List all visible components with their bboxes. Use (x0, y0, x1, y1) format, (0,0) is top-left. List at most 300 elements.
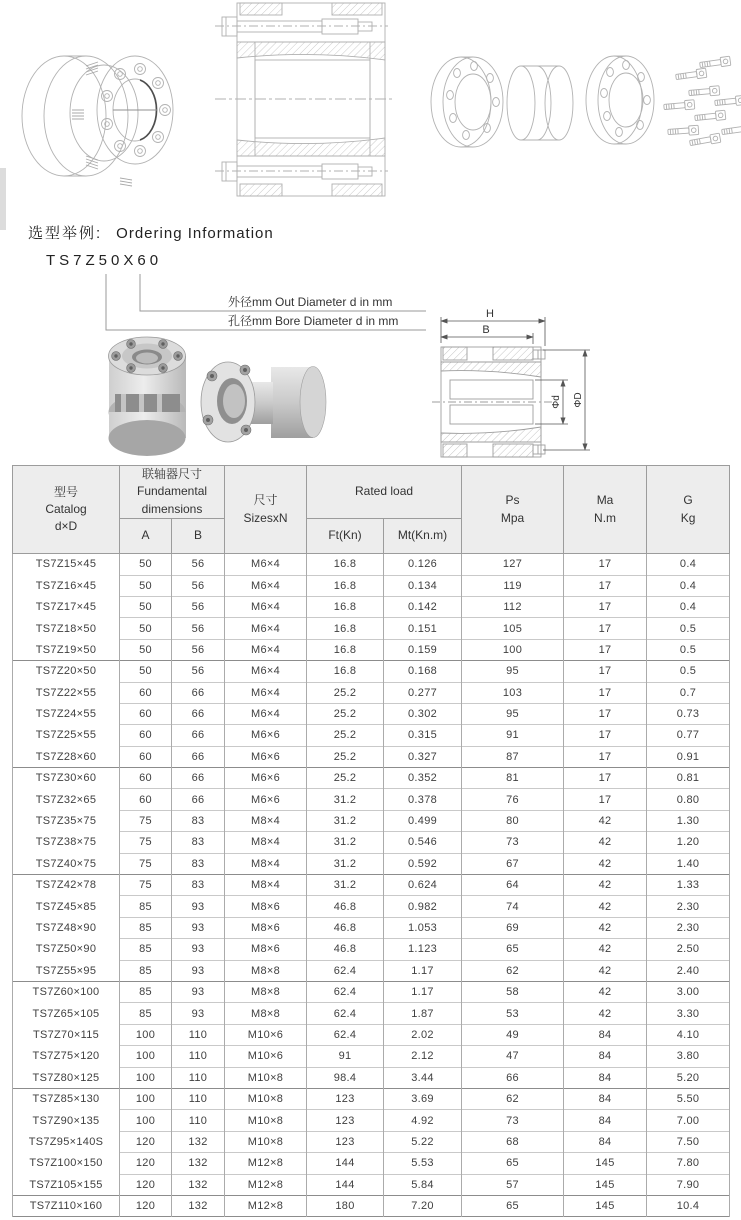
value-cell: 42 (564, 810, 647, 831)
dim-label-phi-d: Φd (551, 395, 562, 409)
catalog-cell: TS7Z40×75 (13, 853, 120, 874)
value-cell: 42 (564, 853, 647, 874)
value-cell: 84 (564, 1046, 647, 1067)
header-ps-line2: Mpa (500, 510, 525, 525)
value-cell: 83 (172, 832, 225, 853)
value-cell: M10×6 (225, 1024, 307, 1045)
value-cell: 66 (172, 682, 225, 703)
value-cell: 7.20 (384, 1195, 462, 1216)
value-cell: 84 (564, 1024, 647, 1045)
value-cell: 42 (564, 1003, 647, 1024)
value-cell: 62.4 (307, 1024, 384, 1045)
value-cell: 3.00 (647, 981, 730, 1002)
catalog-cell: TS7Z60×100 (13, 981, 120, 1002)
value-cell: M6×6 (225, 725, 307, 746)
catalog-cell: TS7Z85×130 (13, 1088, 120, 1109)
drawing-assembled-iso (22, 56, 173, 186)
value-cell: 144 (307, 1174, 384, 1195)
value-cell: 1.17 (384, 981, 462, 1002)
ordering-example-code: TS7Z50X60 (46, 252, 163, 269)
value-cell: 60 (120, 789, 172, 810)
catalog-cell: TS7Z90×135 (13, 1110, 120, 1131)
table-row (13, 1003, 730, 1024)
value-cell: 1.30 (647, 810, 730, 831)
value-cell: 42 (564, 917, 647, 938)
dim-label-phi-D: ΦD (573, 392, 584, 408)
value-cell: M10×8 (225, 1131, 307, 1152)
value-cell: 0.378 (384, 789, 462, 810)
table-row (13, 1131, 730, 1152)
table-row (13, 789, 730, 810)
value-cell: 110 (172, 1046, 225, 1067)
value-cell: 123 (307, 1110, 384, 1131)
value-cell: 42 (564, 960, 647, 981)
value-cell: 25.2 (307, 725, 384, 746)
value-cell: M6×6 (225, 789, 307, 810)
value-cell: 2.50 (647, 939, 730, 960)
value-cell: 85 (120, 960, 172, 981)
value-cell: 46.8 (307, 939, 384, 960)
value-cell: 100 (120, 1088, 172, 1109)
value-cell: 17 (564, 575, 647, 596)
technical-drawings (0, 0, 741, 215)
value-cell: 2.30 (647, 917, 730, 938)
table-row (13, 1024, 730, 1045)
value-cell: 16.8 (307, 554, 384, 575)
photo-coupling-vertical (109, 337, 187, 456)
value-cell: 75 (120, 875, 172, 896)
value-cell: 17 (564, 789, 647, 810)
ordering-title-zh: 选型举例: (28, 225, 103, 242)
value-cell: M8×4 (225, 832, 307, 853)
value-cell: 2.30 (647, 896, 730, 917)
value-cell: 0.982 (384, 896, 462, 917)
value-cell: 127 (462, 554, 564, 575)
header-catalog (13, 466, 120, 554)
value-cell: 64 (462, 875, 564, 896)
catalog-cell: TS7Z48×90 (13, 917, 120, 938)
table-row (13, 554, 730, 575)
header-catalog-zh: 型号 (53, 484, 78, 499)
table-row (13, 575, 730, 596)
value-cell: 0.4 (647, 596, 730, 617)
value-cell: 17 (564, 682, 647, 703)
catalog-cell: TS7Z65×105 (13, 1003, 120, 1024)
value-cell: 0.624 (384, 875, 462, 896)
value-cell: 91 (307, 1046, 384, 1067)
value-cell: 0.77 (647, 725, 730, 746)
value-cell: 0.159 (384, 639, 462, 660)
value-cell: 1.053 (384, 917, 462, 938)
value-cell: 17 (564, 746, 647, 767)
value-cell: 132 (172, 1174, 225, 1195)
table-row (13, 875, 730, 896)
value-cell: 100 (120, 1024, 172, 1045)
value-cell: 0.546 (384, 832, 462, 853)
value-cell: 85 (120, 1003, 172, 1024)
catalog-cell: TS7Z22×55 (13, 682, 120, 703)
value-cell: 60 (120, 746, 172, 767)
value-cell: 4.10 (647, 1024, 730, 1045)
value-cell: 50 (120, 661, 172, 682)
dimension-diagram (430, 298, 630, 463)
value-cell: 1.17 (384, 960, 462, 981)
catalog-cell: TS7Z15×45 (13, 554, 120, 575)
value-cell: 17 (564, 596, 647, 617)
value-cell: 3.44 (384, 1067, 462, 1088)
catalog-cell: TS7Z95×140S (13, 1131, 120, 1152)
value-cell: 119 (462, 575, 564, 596)
value-cell: 0.4 (647, 575, 730, 596)
catalog-cell: TS7Z19×50 (13, 639, 120, 660)
value-cell: 56 (172, 596, 225, 617)
value-cell: 2.02 (384, 1024, 462, 1045)
table-row (13, 596, 730, 617)
ordering-title-en: Ordering Information (116, 225, 274, 242)
header-g (647, 466, 730, 554)
value-cell: 91 (462, 725, 564, 746)
value-cell: 60 (120, 703, 172, 724)
header-col-a: A (120, 519, 172, 554)
value-cell: 105 (462, 618, 564, 639)
value-cell: 1.123 (384, 939, 462, 960)
value-cell: M8×8 (225, 981, 307, 1002)
value-cell: 145 (564, 1174, 647, 1195)
photo-coupling-horizontal (201, 362, 326, 442)
specification-table (12, 465, 730, 1217)
value-cell: M6×4 (225, 639, 307, 660)
value-cell: 95 (462, 661, 564, 682)
catalog-cell: TS7Z32×65 (13, 789, 120, 810)
value-cell: 65 (462, 939, 564, 960)
value-cell: 180 (307, 1195, 384, 1216)
value-cell: 93 (172, 981, 225, 1002)
value-cell: 50 (120, 639, 172, 660)
value-cell: 73 (462, 832, 564, 853)
value-cell: 0.5 (647, 639, 730, 660)
header-catalog-sub: d×D (54, 519, 78, 534)
value-cell: 81 (462, 768, 564, 789)
catalog-cell: TS7Z50×90 (13, 939, 120, 960)
value-cell: 0.142 (384, 596, 462, 617)
value-cell: 132 (172, 1195, 225, 1216)
value-cell: 110 (172, 1067, 225, 1088)
value-cell: M12×8 (225, 1174, 307, 1195)
value-cell: 42 (564, 981, 647, 1002)
value-cell: M6×6 (225, 768, 307, 789)
drawing-cross-section (215, 3, 395, 196)
value-cell: 17 (564, 639, 647, 660)
value-cell: M10×8 (225, 1088, 307, 1109)
value-cell: 5.84 (384, 1174, 462, 1195)
value-cell: 50 (120, 575, 172, 596)
value-cell: 0.327 (384, 746, 462, 767)
value-cell: M8×6 (225, 939, 307, 960)
value-cell: 5.20 (647, 1067, 730, 1088)
catalog-cell: TS7Z30×60 (13, 768, 120, 789)
value-cell: 7.80 (647, 1153, 730, 1174)
header-ft: Ft(Kn) (307, 519, 384, 554)
value-cell: 2.40 (647, 960, 730, 981)
value-cell: 25.2 (307, 703, 384, 724)
value-cell: 17 (564, 554, 647, 575)
callout-out-en: Out Diameter d in mm (275, 295, 393, 309)
header-sizes-en: SizesxN (243, 510, 288, 525)
value-cell: 42 (564, 896, 647, 917)
value-cell: 16.8 (307, 661, 384, 682)
value-cell: 25.2 (307, 768, 384, 789)
value-cell: 74 (462, 896, 564, 917)
value-cell: 132 (172, 1131, 225, 1152)
value-cell: 76 (462, 789, 564, 810)
value-cell: 100 (120, 1046, 172, 1067)
value-cell: 93 (172, 960, 225, 981)
value-cell: 98.4 (307, 1067, 384, 1088)
value-cell: 62.4 (307, 960, 384, 981)
value-cell: 2.12 (384, 1046, 462, 1067)
header-ma-line1: Ma (596, 493, 614, 508)
value-cell: 87 (462, 746, 564, 767)
value-cell: 7.50 (647, 1131, 730, 1152)
value-cell: 75 (120, 810, 172, 831)
value-cell: 145 (564, 1153, 647, 1174)
table-row (13, 1067, 730, 1088)
value-cell: 58 (462, 981, 564, 1002)
callout-bore-en: Bore Diameter d in mm (275, 314, 399, 328)
value-cell: 85 (120, 896, 172, 917)
value-cell: 103 (462, 682, 564, 703)
value-cell: 42 (564, 875, 647, 896)
value-cell: M10×8 (225, 1067, 307, 1088)
value-cell: 93 (172, 917, 225, 938)
table-row (13, 810, 730, 831)
value-cell: 120 (120, 1153, 172, 1174)
catalog-cell: TS7Z100×150 (13, 1153, 120, 1174)
value-cell: 42 (564, 939, 647, 960)
header-ma-line2: N.m (594, 510, 617, 525)
value-cell: M10×8 (225, 1110, 307, 1131)
value-cell: 5.50 (647, 1088, 730, 1109)
value-cell: 7.90 (647, 1174, 730, 1195)
header-mt: Mt(Kn.m) (384, 519, 462, 554)
value-cell: M6×4 (225, 554, 307, 575)
value-cell: 66 (172, 746, 225, 767)
value-cell: 62.4 (307, 981, 384, 1002)
table-row (13, 960, 730, 981)
value-cell: 132 (172, 1153, 225, 1174)
value-cell: 0.499 (384, 810, 462, 831)
value-cell: 66 (172, 703, 225, 724)
value-cell: 84 (564, 1110, 647, 1131)
value-cell: 31.2 (307, 875, 384, 896)
catalog-cell: TS7Z55×95 (13, 960, 120, 981)
value-cell: M6×4 (225, 596, 307, 617)
drawing-exploded-view (431, 56, 741, 148)
table-row (13, 682, 730, 703)
table-row (13, 639, 730, 660)
value-cell: 0.277 (384, 682, 462, 703)
header-g-line2: Kg (680, 510, 696, 525)
table-row (13, 939, 730, 960)
value-cell: 66 (172, 725, 225, 746)
value-cell: 17 (564, 768, 647, 789)
catalog-cell: TS7Z42×78 (13, 875, 120, 896)
callout-bore-zh: 孔径mm (228, 314, 272, 328)
value-cell: 67 (462, 853, 564, 874)
value-cell: 69 (462, 917, 564, 938)
header-ps-line1: Ps (505, 493, 520, 508)
value-cell: 75 (120, 832, 172, 853)
value-cell: 66 (172, 768, 225, 789)
value-cell: 0.302 (384, 703, 462, 724)
value-cell: M12×8 (225, 1195, 307, 1216)
value-cell: 62.4 (307, 1003, 384, 1024)
value-cell: 5.53 (384, 1153, 462, 1174)
value-cell: 62 (462, 1088, 564, 1109)
catalog-cell: TS7Z20×50 (13, 661, 120, 682)
catalog-cell: TS7Z45×85 (13, 896, 120, 917)
value-cell: 56 (172, 554, 225, 575)
value-cell: 110 (172, 1088, 225, 1109)
value-cell: 16.8 (307, 639, 384, 660)
table-row (13, 703, 730, 724)
value-cell: 85 (120, 917, 172, 938)
value-cell: 53 (462, 1003, 564, 1024)
value-cell: 93 (172, 896, 225, 917)
value-cell: 83 (172, 875, 225, 896)
value-cell: 16.8 (307, 618, 384, 639)
table-row (13, 1088, 730, 1109)
value-cell: 0.81 (647, 768, 730, 789)
table-row (13, 1195, 730, 1216)
value-cell: 31.2 (307, 789, 384, 810)
value-cell: 46.8 (307, 896, 384, 917)
value-cell: 17 (564, 703, 647, 724)
table-row (13, 896, 730, 917)
value-cell: 60 (120, 725, 172, 746)
table-row (13, 725, 730, 746)
value-cell: 120 (120, 1195, 172, 1216)
table-row (13, 1046, 730, 1067)
table-row (13, 853, 730, 874)
table-row (13, 618, 730, 639)
value-cell: 17 (564, 661, 647, 682)
catalog-cell: TS7Z105×155 (13, 1174, 120, 1195)
value-cell: M6×4 (225, 575, 307, 596)
header-ps (462, 466, 564, 554)
value-cell: 144 (307, 1153, 384, 1174)
value-cell: M8×6 (225, 896, 307, 917)
value-cell: 0.4 (647, 554, 730, 575)
value-cell: 85 (120, 939, 172, 960)
value-cell: M6×4 (225, 703, 307, 724)
value-cell: 0.91 (647, 746, 730, 767)
catalog-cell: TS7Z24×55 (13, 703, 120, 724)
table-row (13, 1110, 730, 1131)
header-rated-load: Rated load (307, 466, 462, 519)
value-cell: 42 (564, 832, 647, 853)
value-cell: 31.2 (307, 810, 384, 831)
table-row (13, 1153, 730, 1174)
table-row (13, 746, 730, 767)
value-cell: 0.168 (384, 661, 462, 682)
value-cell: M8×4 (225, 875, 307, 896)
catalog-cell: TS7Z17×45 (13, 596, 120, 617)
value-cell: 0.151 (384, 618, 462, 639)
value-cell: 84 (564, 1088, 647, 1109)
value-cell: 84 (564, 1131, 647, 1152)
header-fundamental-zh: 联轴器尺寸 (142, 467, 203, 481)
value-cell: 4.92 (384, 1110, 462, 1131)
value-cell: 120 (120, 1174, 172, 1195)
value-cell: M6×4 (225, 661, 307, 682)
value-cell: 93 (172, 939, 225, 960)
catalog-cell: TS7Z18×50 (13, 618, 120, 639)
header-sizes (225, 466, 307, 554)
value-cell: 25.2 (307, 746, 384, 767)
value-cell: 56 (172, 639, 225, 660)
value-cell: 100 (120, 1110, 172, 1131)
value-cell: 80 (462, 810, 564, 831)
value-cell: 0.315 (384, 725, 462, 746)
value-cell: M8×8 (225, 960, 307, 981)
value-cell: 112 (462, 596, 564, 617)
value-cell: 110 (172, 1110, 225, 1131)
header-fundamental-en2: dimensions (141, 501, 203, 516)
value-cell: 16.8 (307, 596, 384, 617)
product-photos (95, 330, 340, 465)
value-cell: 123 (307, 1131, 384, 1152)
catalog-cell: TS7Z70×115 (13, 1024, 120, 1045)
value-cell: 49 (462, 1024, 564, 1045)
value-cell: 5.22 (384, 1131, 462, 1152)
value-cell: 66 (462, 1067, 564, 1088)
value-cell: 0.126 (384, 554, 462, 575)
value-cell: 68 (462, 1131, 564, 1152)
value-cell: 7.00 (647, 1110, 730, 1131)
value-cell: 57 (462, 1174, 564, 1195)
value-cell: 3.30 (647, 1003, 730, 1024)
value-cell: 46.8 (307, 917, 384, 938)
value-cell: 0.73 (647, 703, 730, 724)
value-cell: M6×4 (225, 682, 307, 703)
catalog-cell: TS7Z16×45 (13, 575, 120, 596)
value-cell: 47 (462, 1046, 564, 1067)
value-cell: M10×6 (225, 1046, 307, 1067)
value-cell: 1.40 (647, 853, 730, 874)
catalog-cell: TS7Z35×75 (13, 810, 120, 831)
catalog-table-body (13, 554, 730, 1217)
value-cell: 56 (172, 618, 225, 639)
value-cell: 100 (120, 1067, 172, 1088)
page-edge-mark (0, 168, 6, 230)
value-cell: 60 (120, 682, 172, 703)
value-cell: 16.8 (307, 575, 384, 596)
value-cell: 0.80 (647, 789, 730, 810)
dim-label-b: B (482, 324, 490, 336)
value-cell: M8×6 (225, 917, 307, 938)
table-row (13, 1174, 730, 1195)
value-cell: 84 (564, 1067, 647, 1088)
value-cell: 17 (564, 725, 647, 746)
value-cell: 0.592 (384, 853, 462, 874)
value-cell: 75 (120, 853, 172, 874)
table-row (13, 661, 730, 682)
value-cell: 95 (462, 703, 564, 724)
table-row (13, 832, 730, 853)
table-row (13, 981, 730, 1002)
value-cell: 83 (172, 853, 225, 874)
